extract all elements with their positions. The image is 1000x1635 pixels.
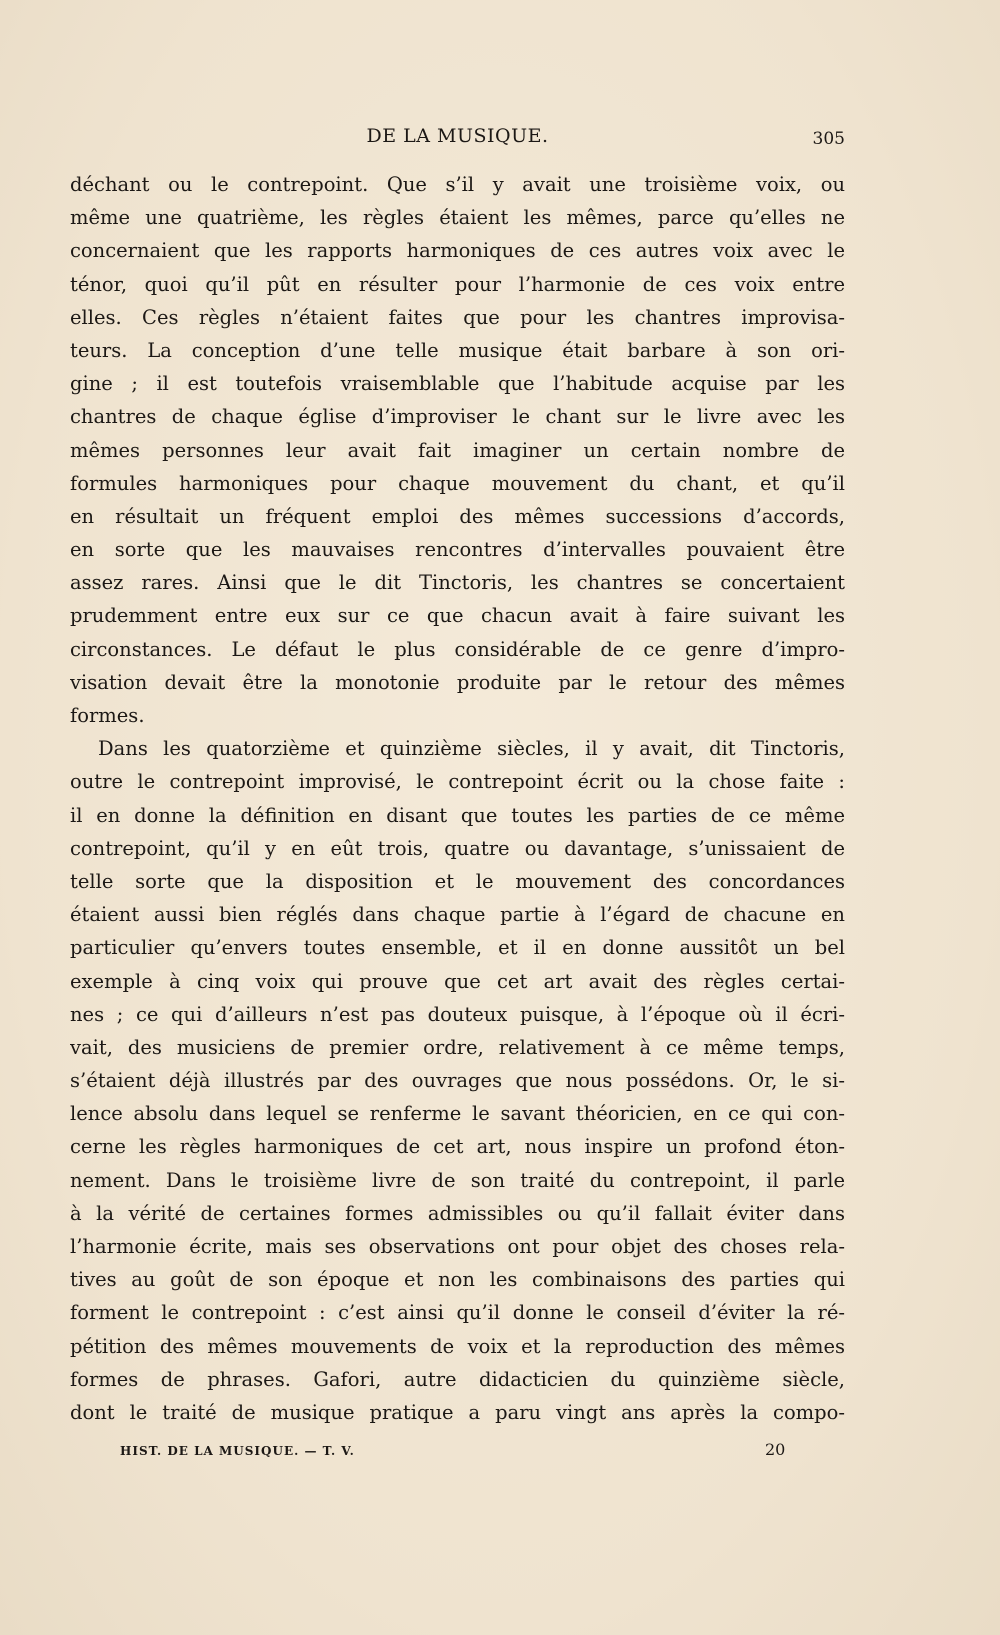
text-line: même une quatrième, les règles étaient les mêmes, parce qu’elles ne <box>70 206 845 230</box>
text-line: gine ; il est toutefois vraisemblable que l’habitude acquise par les <box>70 372 845 396</box>
text-line: en résultait un fréquent emploi des mêmes successions d’accords, <box>70 504 845 528</box>
paragraph-start-line: Dans les quatorzième et quinzième siècles, il y avait, dit Tinctoris, <box>98 737 845 761</box>
text-line: en sorte que les mauvaises rencontres d’intervalles pouvaient être <box>70 538 845 562</box>
text-line: exemple à cinq voix qui prouve que cet art avait des règles certai- <box>70 969 845 993</box>
text-line: ténor, quoi qu’il pût en résulter pour l’harmonie de ces voix entre <box>70 272 845 296</box>
text-line: vait, des musiciens de premier ordre, relativement à ce même temps, <box>70 1035 845 1059</box>
text-line: formules harmoniques pour chaque mouvement du chant, et qu’il <box>70 471 845 495</box>
text-line: nement. Dans le troisième livre de son traité du contrepoint, il parle <box>70 1168 845 1192</box>
text-line: pétition des mêmes mouvements de voix et la reproduction des mêmes <box>70 1334 845 1358</box>
page-number: 305 <box>812 129 845 149</box>
text-line: s’étaient déjà illustrés par des ouvrages que nous possédons. Or, le si- <box>70 1069 845 1093</box>
text-line: tives au goût de son époque et non les combinaisons des parties qui <box>70 1268 845 1292</box>
text-line: dont le traité de musique pratique a paru vingt ans après la compo- <box>70 1400 845 1424</box>
printer-signature: HIST. DE LA MUSIQUE. — T. V. <box>120 1444 355 1458</box>
text-line: elles. Ces règles n’étaient faites que pour les chantres improvisa- <box>70 305 845 329</box>
text-line: nes ; ce qui d’ailleurs n’est pas douteux puisque, à l’époque où il écri- <box>70 1002 845 1026</box>
text-line: formes de phrases. Gafori, autre didacticien du quinzième siècle, <box>70 1367 845 1391</box>
text-line: contrepoint, qu’il y en eût trois, quatre ou davantage, s’unissaient de <box>70 836 845 860</box>
text-line: cerne les règles harmoniques de cet art, nous inspire un profond éton- <box>70 1135 845 1159</box>
text-line: teurs. La conception d’une telle musique était barbare à son ori- <box>70 338 845 362</box>
text-line: outre le contrepoint improvisé, le contrepoint écrit ou la chose faite : <box>70 770 845 794</box>
text-line: déchant ou le contrepoint. Que s’il y avait une troisième voix, ou <box>70 173 845 196</box>
text-line: forment le contrepoint : c’est ainsi qu’il donne le conseil d’éviter la ré- <box>70 1301 845 1325</box>
text-line: étaient aussi bien réglés dans chaque partie à l’égard de chacune en <box>70 903 845 927</box>
text-line: l’harmonie écrite, mais ses observations ont pour objet des choses rela- <box>70 1235 845 1258</box>
text-line: assez rares. Ainsi que le dit Tinctoris, les chantres se concertaient <box>70 571 845 595</box>
page-header <box>70 125 845 153</box>
text-line: visation devait être la monotonie produite par le retour des mêmes <box>70 670 845 694</box>
text-line: telle sorte que la disposition et le mouvement des concordances <box>70 869 845 893</box>
text-line: circonstances. Le défaut le plus considérable de ce genre d’impro- <box>70 637 845 661</box>
text-line: particulier qu’envers toutes ensemble, et il en donne aussitôt un bel <box>70 936 845 960</box>
text-line: il en donne la définition en disant que toutes les parties de ce même <box>70 803 845 827</box>
text-line: chantres de chaque église d’improviser le chant sur le livre avec les <box>70 405 845 429</box>
text-line: prudemment entre eux sur ce que chacun avait à faire suivant les <box>70 604 845 628</box>
running-title: DE LA MUSIQUE. <box>366 125 549 147</box>
page-footer <box>70 1440 845 1464</box>
paragraph-end-line: formes. <box>70 704 145 727</box>
signature-number: 20 <box>765 1440 786 1459</box>
text-line: à la vérité de certaines formes admissibles ou qu’il fallait éviter dans <box>70 1201 845 1225</box>
body-text <box>70 168 845 1429</box>
text-line: concernaient que les rapports harmoniques de ces autres voix avec le <box>70 239 845 263</box>
text-line: lence absolu dans lequel se renferme le savant théoricien, en ce qui con- <box>70 1102 845 1126</box>
text-line: mêmes personnes leur avait fait imaginer un certain nombre de <box>70 438 845 462</box>
